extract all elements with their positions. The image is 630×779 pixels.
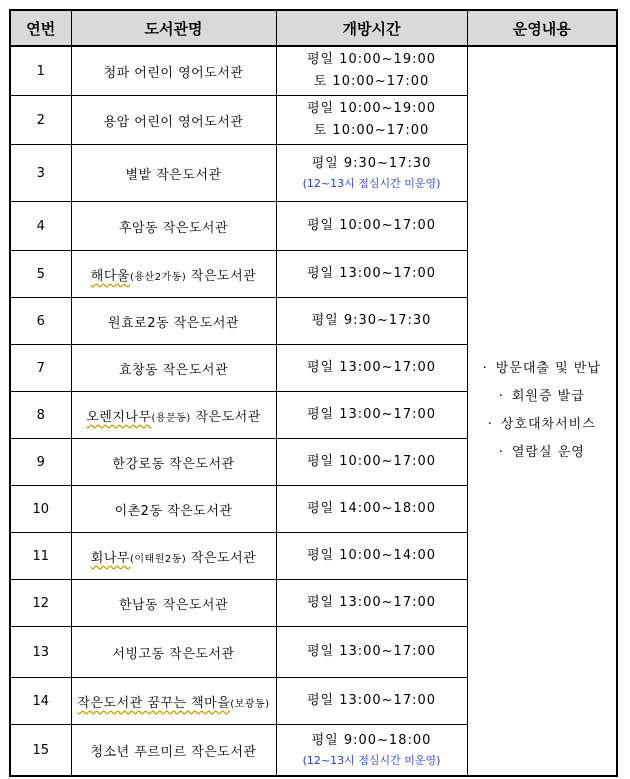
row-number: 9 (10, 439, 71, 486)
library-name-small: (보광동) (230, 698, 270, 710)
library-name (71, 202, 276, 251)
opening-hours (276, 96, 467, 145)
row-number: 4 (10, 202, 71, 251)
library-name-plain: 서빙고동 작은도서관 (112, 646, 235, 662)
operations-list (468, 355, 617, 467)
library-name-pre: 오렌지나무 (86, 409, 152, 425)
row-number: 8 (10, 392, 71, 439)
hours-line: 평일 10:00~19:00 (306, 101, 437, 116)
operation-item: · 회원증 발급 (468, 383, 617, 411)
row-number: 3 (10, 145, 71, 202)
library-name-pre: 작은도서관 꿈꾸는 책마을 (77, 695, 231, 711)
row-number: 11 (10, 533, 71, 580)
row-number: 10 (10, 486, 71, 533)
opening-hours (276, 439, 467, 486)
hours-line: 평일 13:00~17:00 (306, 595, 437, 610)
hours-line: 평일 13:00~17:00 (306, 407, 437, 422)
opening-hours (276, 678, 467, 725)
hours-line: 평일 10:00~17:00 (306, 218, 437, 233)
library-name-plain: 원효로2동 작은도서관 (108, 315, 239, 331)
library-name-plain: 청소년 푸르미르 작은도서관 (90, 744, 257, 760)
library-name-pre: 해다울 (90, 268, 130, 284)
hours-line: 평일 13:00~17:00 (306, 266, 437, 281)
row-number: 1 (10, 46, 71, 96)
library-name (71, 725, 276, 777)
operation-item: · 상호대차서비스 (468, 411, 617, 439)
hours-line: 평일 13:00~17:00 (306, 644, 437, 659)
row-number: 6 (10, 298, 71, 345)
library-name (71, 392, 276, 439)
library-name-post: 작은도서관 (186, 550, 257, 566)
library-name-plain: 한남동 작은도서관 (118, 597, 229, 613)
hours-line: 평일 13:00~17:00 (306, 360, 437, 375)
library-name (71, 145, 276, 202)
table-row (10, 46, 617, 96)
library-table (9, 9, 618, 777)
library-name-plain: 한강로동 작은도서관 (112, 456, 235, 472)
library-name (71, 678, 276, 725)
opening-hours (276, 298, 467, 345)
opening-hours (276, 533, 467, 580)
hours-line: 평일 9:30~17:30 (311, 313, 432, 328)
library-name (71, 96, 276, 145)
opening-hours (276, 345, 467, 392)
lunch-note: (12~13시 점심시간 미운영) (302, 754, 441, 767)
opening-hours (276, 202, 467, 251)
opening-hours (276, 251, 467, 298)
hours-line: 평일 10:00~14:00 (306, 548, 437, 563)
library-name (71, 627, 276, 678)
opening-hours (276, 145, 467, 202)
hours-line: 평일 10:00~19:00 (306, 52, 437, 67)
library-name-small: (용산2가동) (129, 271, 187, 283)
library-name-plain: 청파 어린이 영어도서관 (103, 65, 244, 81)
library-name-small: (이태원2동) (129, 553, 187, 565)
hours-line: 평일 9:30~17:30 (311, 156, 432, 171)
header-hours: 개방시간 (276, 10, 467, 46)
library-name-post: 작은도서관 (190, 409, 261, 425)
library-name (71, 580, 276, 627)
row-number: 5 (10, 251, 71, 298)
library-name-plain: 효창동 작은도서관 (118, 362, 229, 378)
opening-hours (276, 580, 467, 627)
operation-item: · 열람실 운영 (468, 439, 617, 467)
library-name-pre: 회나무 (90, 550, 130, 566)
header-ops: 운영내용 (467, 10, 617, 46)
opening-hours (276, 486, 467, 533)
hours-line: 토 10:00~17:00 (313, 123, 430, 138)
library-name (71, 251, 276, 298)
header-name: 도서관명 (71, 10, 276, 46)
library-name-plain: 후암동 작은도서관 (118, 220, 229, 236)
library-name (71, 486, 276, 533)
opening-hours (276, 392, 467, 439)
library-name (71, 533, 276, 580)
row-number: 13 (10, 627, 71, 678)
operations-cell (467, 46, 617, 776)
header-row (10, 10, 617, 46)
hours-line: 평일 9:00~18:00 (311, 733, 432, 748)
hours-line: 평일 13:00~17:00 (306, 693, 437, 708)
hours-line: 평일 14:00~18:00 (306, 501, 437, 516)
opening-hours (276, 725, 467, 777)
library-name-post: 작은도서관 (186, 268, 257, 284)
library-name-plain: 이촌2동 작은도서관 (114, 503, 233, 519)
library-name-small: (용문동) (151, 412, 191, 424)
lunch-note: (12~13시 점심시간 미운영) (302, 177, 441, 190)
row-number: 7 (10, 345, 71, 392)
hours-line: 평일 10:00~17:00 (306, 454, 437, 469)
library-name (71, 46, 276, 96)
library-name (71, 345, 276, 392)
library-name (71, 439, 276, 486)
operation-item: · 방문대출 및 반납 (468, 355, 617, 383)
library-name (71, 298, 276, 345)
library-name-plain: 별밭 작은도서관 (125, 167, 222, 183)
library-name-plain: 용암 어린이 영어도서관 (103, 114, 244, 130)
row-number: 14 (10, 678, 71, 725)
opening-hours (276, 46, 467, 96)
hours-line: 토 10:00~17:00 (313, 74, 430, 89)
opening-hours (276, 627, 467, 678)
row-number: 2 (10, 96, 71, 145)
row-number: 12 (10, 580, 71, 627)
row-number: 15 (10, 725, 71, 777)
header-no: 연번 (10, 10, 71, 46)
